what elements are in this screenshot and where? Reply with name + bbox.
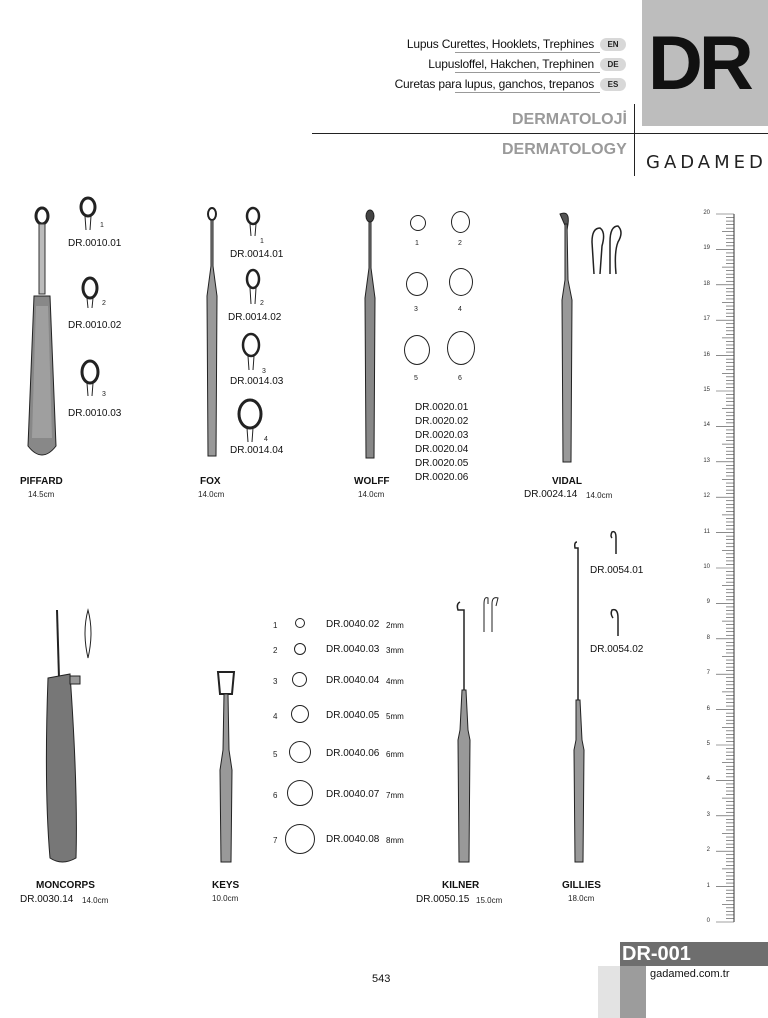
brand-logo: GADAMED — [646, 152, 767, 173]
ruler-label: 18 — [703, 280, 710, 287]
piffard-tip-2-image — [80, 276, 102, 310]
keys-name: KEYS — [212, 880, 240, 891]
kilner-tip-detail-image — [478, 594, 502, 634]
wolff-code-1: DR.0020.01 — [415, 402, 469, 413]
wolff-instrument-image — [360, 208, 380, 462]
footer-dark-block — [620, 966, 646, 1018]
piffard-length: 14.5cm — [28, 490, 55, 499]
keys-ring-2 — [294, 643, 306, 655]
keys-ring-6 — [287, 780, 313, 806]
section-title-tr: DERMATOLOJİ — [512, 111, 627, 128]
lang-badge-es: ES — [600, 78, 626, 91]
piffard-name: PIFFARD — [20, 476, 63, 487]
ruler-label: 14 — [703, 422, 710, 429]
wolff-length: 14.0cm — [358, 490, 385, 499]
fox-tip-1-image — [244, 206, 264, 238]
lang-badge-de: DE — [600, 58, 626, 71]
piffard-tip-1-number: 1 — [100, 222, 104, 229]
fox-tip-3-number: 3 — [262, 368, 266, 375]
ruler-label: 11 — [703, 528, 710, 535]
keys-item-5-number: 5 — [273, 750, 278, 759]
keys-item-6-code: DR.0040.07 — [326, 789, 380, 800]
ruler-label: 1 — [706, 882, 710, 889]
keys-item-3-size: 4mm — [386, 677, 404, 686]
vertical-divider — [634, 104, 635, 176]
wolff-code-2: DR.0020.02 — [415, 416, 469, 427]
keys-item-7-number: 7 — [273, 836, 278, 845]
vidal-tip-detail-image — [588, 222, 628, 280]
ruler-label: 2 — [706, 847, 710, 854]
ruler-label: 13 — [703, 457, 710, 464]
footer-grey-block — [598, 966, 620, 1018]
piffard-code-3: DR.0010.03 — [68, 408, 122, 419]
keys-item-4-number: 4 — [273, 712, 278, 721]
gillies-tip-1-image — [608, 528, 624, 556]
gillies-length: 18.0cm — [568, 894, 595, 903]
keys-item-7-code: DR.0040.08 — [326, 834, 380, 845]
keys-item-5-code: DR.0040.06 — [326, 748, 380, 759]
title-en: Lupus Curettes, Hooklets, Trephines — [406, 37, 594, 51]
moncorps-name: MONCORPS — [36, 880, 95, 891]
keys-item-1-size: 2mm — [386, 621, 404, 630]
wolff-ring-4 — [449, 268, 473, 296]
keys-item-7-size: 8mm — [386, 836, 404, 845]
keys-ring-4 — [291, 705, 309, 723]
wolff-ring-5 — [404, 335, 430, 365]
ruler-label: 20 — [703, 210, 710, 216]
ruler-label: 5 — [706, 741, 710, 747]
moncorps-length: 14.0cm — [82, 896, 109, 905]
piffard-code-2: DR.0010.02 — [68, 320, 122, 331]
gillies-code-1: DR.0054.01 — [590, 565, 644, 576]
measurement-ruler — [716, 210, 736, 926]
ruler-label: 7 — [706, 670, 710, 677]
ruler-label: 10 — [703, 564, 710, 570]
fox-instrument-image — [202, 206, 222, 460]
wolff-ring-3 — [406, 272, 428, 296]
piffard-instrument-image — [22, 206, 62, 464]
keys-item-6-number: 6 — [273, 791, 278, 800]
wolff-ring-5-number: 5 — [414, 375, 418, 382]
fox-tip-3-image — [240, 332, 264, 372]
keys-ring-5 — [289, 741, 311, 763]
fox-tip-1-number: 1 — [260, 238, 264, 245]
keys-item-3-code: DR.0040.04 — [326, 675, 380, 686]
keys-ring-7 — [285, 824, 315, 854]
keys-item-4-code: DR.0040.05 — [326, 710, 380, 721]
ruler-label: 12 — [703, 493, 710, 500]
ruler-label: 8 — [706, 634, 710, 641]
ruler-label: 16 — [703, 351, 710, 358]
kilner-length: 15.0cm — [476, 896, 503, 905]
ruler-label: 0 — [706, 918, 710, 924]
category-code: DR — [648, 21, 750, 106]
wolff-ring-1 — [410, 215, 426, 231]
kilner-name: KILNER — [442, 880, 480, 891]
ruler-label: 3 — [706, 811, 710, 818]
keys-item-2-code: DR.0040.03 — [326, 644, 380, 655]
wolff-ring-2 — [451, 211, 470, 233]
keys-item-1-number: 1 — [273, 621, 278, 630]
vidal-length: 14.0cm — [586, 491, 613, 500]
piffard-tip-1-image — [78, 196, 100, 232]
ruler-label: 9 — [706, 599, 710, 606]
title-es: Curetas para lupus, ganchos, trepanos — [394, 77, 594, 91]
gillies-code-2: DR.0054.02 — [590, 644, 644, 655]
kilner-code: DR.0050.15 — [416, 894, 470, 905]
keys-item-3-number: 3 — [273, 677, 278, 686]
header-underline — [455, 92, 600, 93]
ruler-label: 15 — [703, 387, 710, 393]
vidal-instrument-image — [556, 210, 580, 466]
keys-ring-3 — [292, 672, 307, 687]
keys-item-5-size: 6mm — [386, 750, 404, 759]
wolff-code-4: DR.0020.04 — [415, 444, 469, 455]
vidal-code: DR.0024.14 — [524, 489, 578, 500]
ruler-label: 19 — [703, 245, 710, 252]
moncorps-code: DR.0030.14 — [20, 894, 74, 905]
piffard-tip-2-number: 2 — [102, 300, 106, 307]
piffard-tip-3-number: 3 — [102, 391, 106, 398]
gillies-tip-2-image — [608, 606, 628, 638]
wolff-code-6: DR.0020.06 — [415, 472, 469, 483]
fox-length: 14.0cm — [198, 490, 225, 499]
kilner-instrument-image — [452, 600, 476, 866]
fox-code-2: DR.0014.02 — [228, 312, 282, 323]
title-de: Lupusloffel, Hakchen, Trephinen — [428, 57, 594, 71]
gillies-instrument-image — [568, 540, 592, 866]
piffard-code-1: DR.0010.01 — [68, 238, 122, 249]
wolff-code-5: DR.0020.05 — [415, 458, 469, 469]
wolff-ring-4-number: 4 — [458, 306, 462, 313]
wolff-ring-3-number: 3 — [414, 306, 418, 313]
ruler-label: 17 — [703, 316, 710, 323]
gillies-name: GILLIES — [562, 880, 601, 891]
keys-item-2-number: 2 — [273, 646, 278, 655]
fox-code-4: DR.0014.04 — [230, 445, 284, 456]
keys-item-6-size: 7mm — [386, 791, 404, 800]
page-number: 543 — [372, 973, 391, 985]
keys-instrument-image — [214, 670, 238, 866]
ruler-label: 4 — [706, 776, 710, 783]
keys-length: 10.0cm — [212, 894, 239, 903]
wolff-ring-1-number: 1 — [415, 240, 419, 247]
fox-tip-4-image — [236, 398, 266, 444]
fox-tip-4-number: 4 — [264, 436, 268, 443]
wolff-code-3: DR.0020.03 — [415, 430, 469, 441]
ruler-label: 6 — [706, 705, 710, 712]
wolff-ring-6-number: 6 — [458, 375, 462, 382]
wolff-ring-2-number: 2 — [458, 240, 462, 247]
keys-item-2-size: 3mm — [386, 646, 404, 655]
keys-item-4-size: 5mm — [386, 712, 404, 721]
piffard-tip-3-image — [80, 358, 102, 398]
moncorps-blade-detail-image — [82, 610, 94, 660]
wolff-name: WOLFF — [354, 476, 390, 487]
page-code: DR-001 — [622, 943, 691, 965]
fox-code-1: DR.0014.01 — [230, 249, 284, 260]
keys-ring-1 — [295, 618, 305, 628]
section-title-en: DERMATOLOGY — [502, 141, 627, 158]
website-url: gadamed.com.tr — [650, 968, 730, 980]
wolff-ring-6 — [447, 331, 475, 365]
fox-name: FOX — [200, 476, 221, 487]
vidal-name: VIDAL — [552, 476, 582, 487]
fox-tip-2-number: 2 — [260, 300, 264, 307]
keys-item-1-code: DR.0040.02 — [326, 619, 380, 630]
header-underline — [455, 52, 600, 53]
lang-badge-en: EN — [600, 38, 626, 51]
fox-code-3: DR.0014.03 — [230, 376, 284, 387]
header-underline — [455, 72, 600, 73]
section-divider — [312, 133, 768, 134]
